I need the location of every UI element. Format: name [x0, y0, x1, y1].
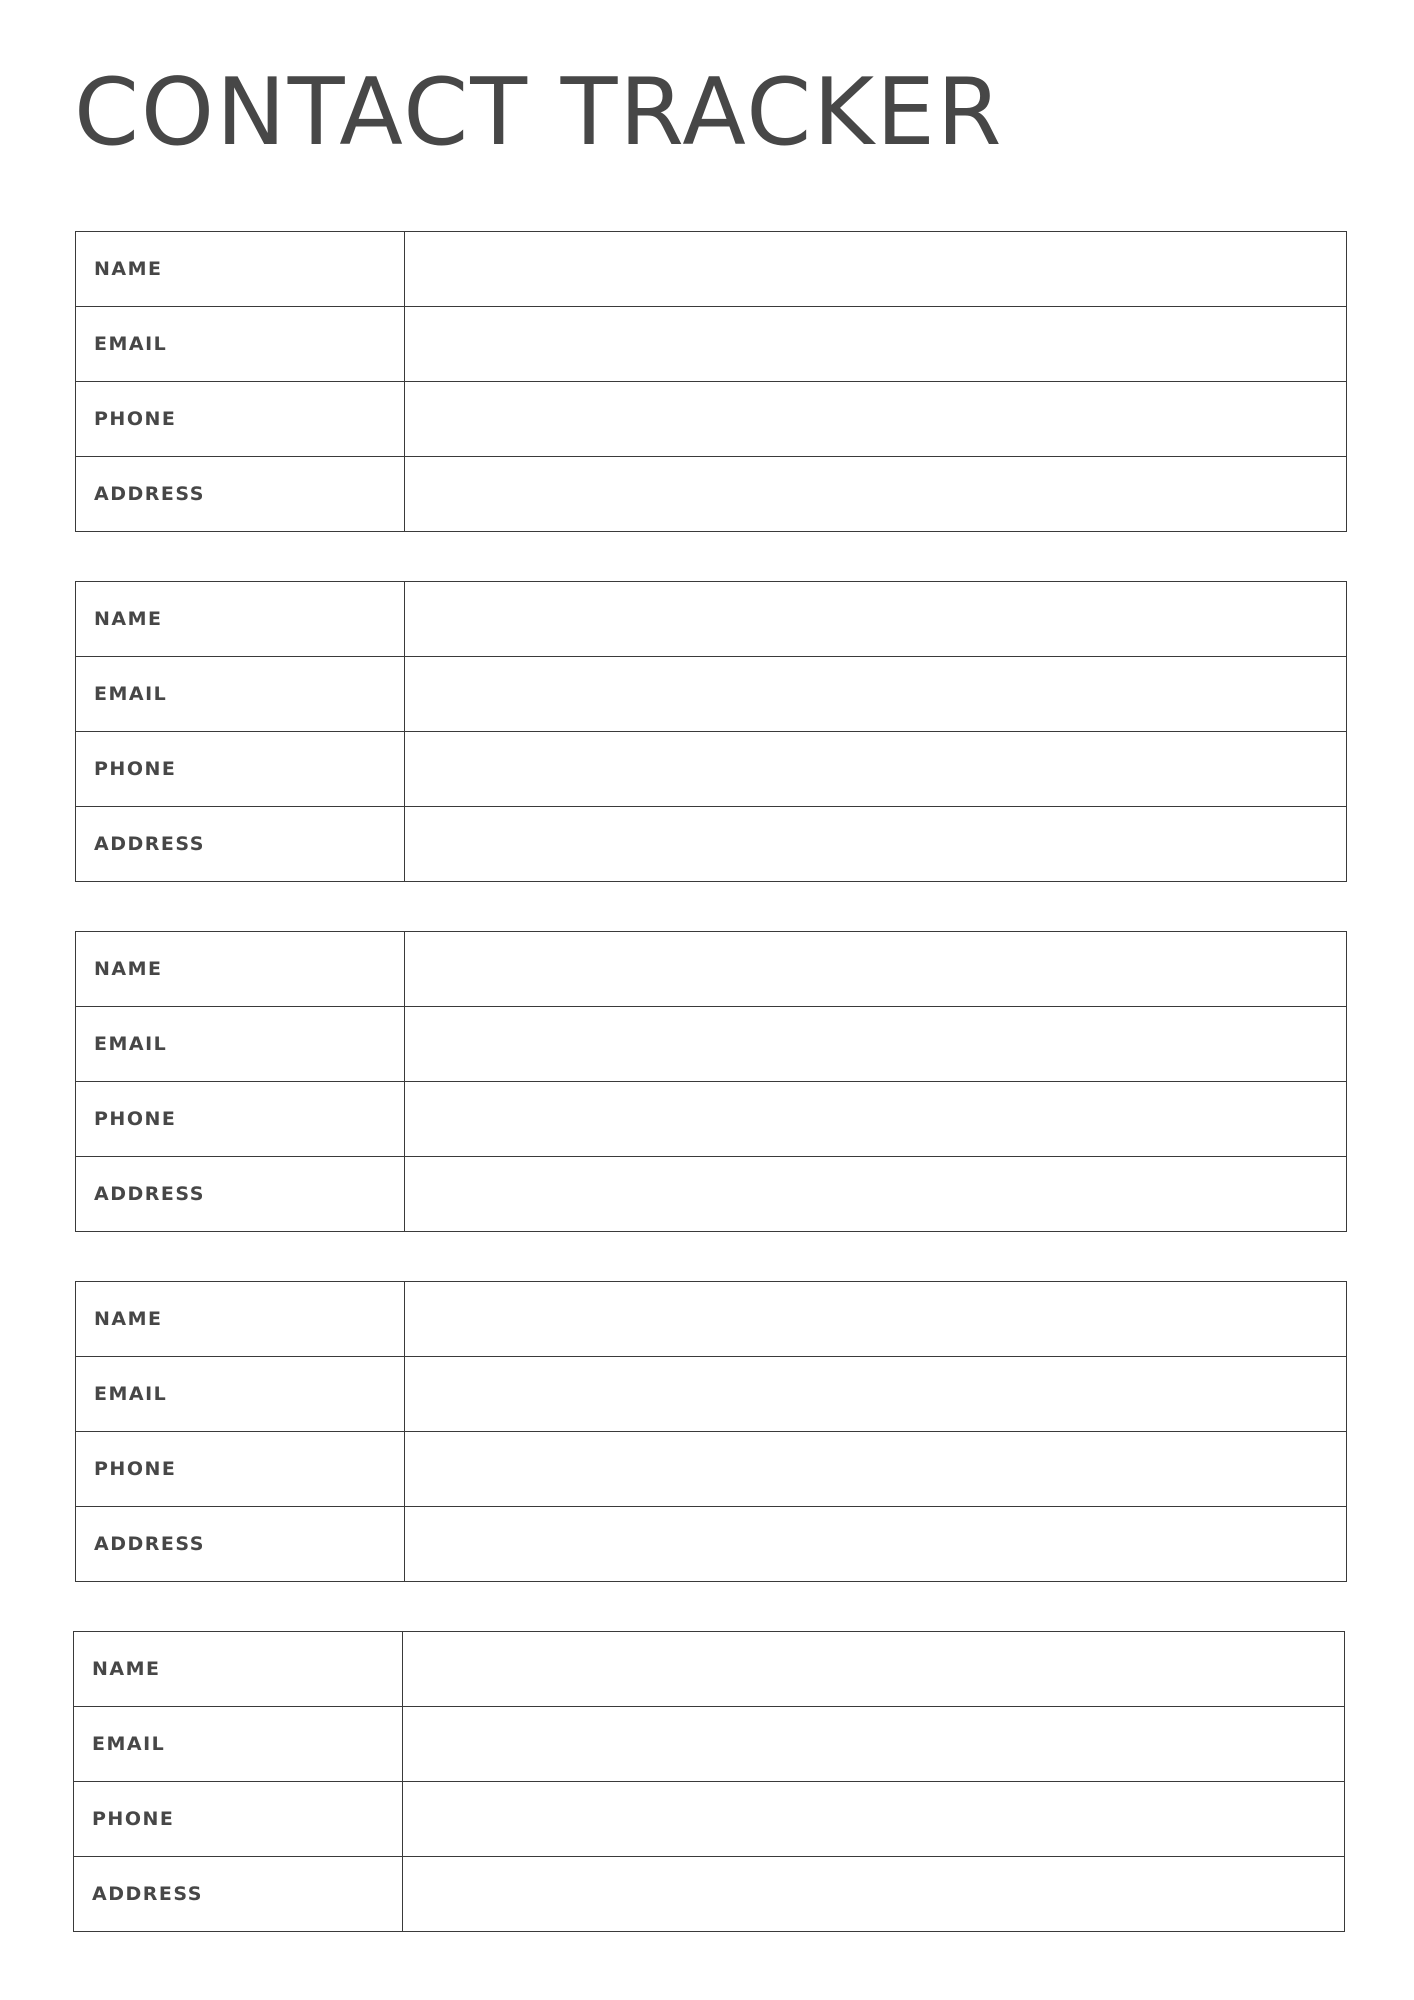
- name-label: NAME: [76, 932, 405, 1007]
- contact-phone-row: [76, 732, 1347, 807]
- name-label: NAME: [74, 1632, 403, 1707]
- email-field[interactable]: [405, 657, 1347, 732]
- phone-field[interactable]: [405, 1082, 1347, 1157]
- address-label: ADDRESS: [74, 1857, 403, 1932]
- email-label: EMAIL: [76, 657, 405, 732]
- contact-name-row: [76, 582, 1347, 657]
- address-label: ADDRESS: [76, 1507, 405, 1582]
- contact-phone-row: [76, 1082, 1347, 1157]
- contact-address-row: [76, 807, 1347, 882]
- address-label: ADDRESS: [76, 457, 405, 532]
- page-title: CONTACT TRACKER: [74, 58, 1004, 166]
- contact-block: [75, 931, 1347, 1232]
- contact-email-row: [74, 1707, 1345, 1782]
- email-label: EMAIL: [76, 1007, 405, 1082]
- email-field[interactable]: [405, 1007, 1347, 1082]
- name-field[interactable]: [405, 232, 1347, 307]
- phone-field[interactable]: [405, 382, 1347, 457]
- address-field[interactable]: [403, 1857, 1345, 1932]
- contact-block: [73, 1631, 1345, 1932]
- contact-address-row: [76, 1157, 1347, 1232]
- address-field[interactable]: [405, 1507, 1347, 1582]
- email-field[interactable]: [403, 1707, 1345, 1782]
- contact-phone-row: [74, 1782, 1345, 1857]
- contact-address-row: [74, 1857, 1345, 1932]
- address-label: ADDRESS: [76, 1157, 405, 1232]
- address-field[interactable]: [405, 457, 1347, 532]
- contact-block: [75, 231, 1347, 532]
- address-field[interactable]: [405, 807, 1347, 882]
- name-field[interactable]: [403, 1632, 1345, 1707]
- contact-email-row: [76, 1007, 1347, 1082]
- phone-label: PHONE: [76, 1432, 405, 1507]
- contact-name-row: [76, 932, 1347, 1007]
- contact-block: [75, 1281, 1347, 1582]
- contact-block: [75, 581, 1347, 882]
- contact-email-row: [76, 1357, 1347, 1432]
- contact-name-row: [74, 1632, 1345, 1707]
- email-field[interactable]: [405, 307, 1347, 382]
- phone-label: PHONE: [74, 1782, 403, 1857]
- contact-phone-row: [76, 1432, 1347, 1507]
- name-field[interactable]: [405, 932, 1347, 1007]
- contact-name-row: [76, 1282, 1347, 1357]
- address-label: ADDRESS: [76, 807, 405, 882]
- phone-field[interactable]: [405, 1432, 1347, 1507]
- phone-label: PHONE: [76, 382, 405, 457]
- email-label: EMAIL: [74, 1707, 403, 1782]
- phone-label: PHONE: [76, 1082, 405, 1157]
- contact-address-row: [76, 1507, 1347, 1582]
- contact-address-row: [76, 457, 1347, 532]
- phone-label: PHONE: [76, 732, 405, 807]
- name-field[interactable]: [405, 1282, 1347, 1357]
- contact-name-row: [76, 232, 1347, 307]
- phone-field[interactable]: [405, 732, 1347, 807]
- contact-phone-row: [76, 382, 1347, 457]
- contact-email-row: [76, 307, 1347, 382]
- email-label: EMAIL: [76, 1357, 405, 1432]
- phone-field[interactable]: [403, 1782, 1345, 1857]
- email-field[interactable]: [405, 1357, 1347, 1432]
- name-label: NAME: [76, 582, 405, 657]
- name-label: NAME: [76, 232, 405, 307]
- name-label: NAME: [76, 1282, 405, 1357]
- contact-email-row: [76, 657, 1347, 732]
- email-label: EMAIL: [76, 307, 405, 382]
- address-field[interactable]: [405, 1157, 1347, 1232]
- name-field[interactable]: [405, 582, 1347, 657]
